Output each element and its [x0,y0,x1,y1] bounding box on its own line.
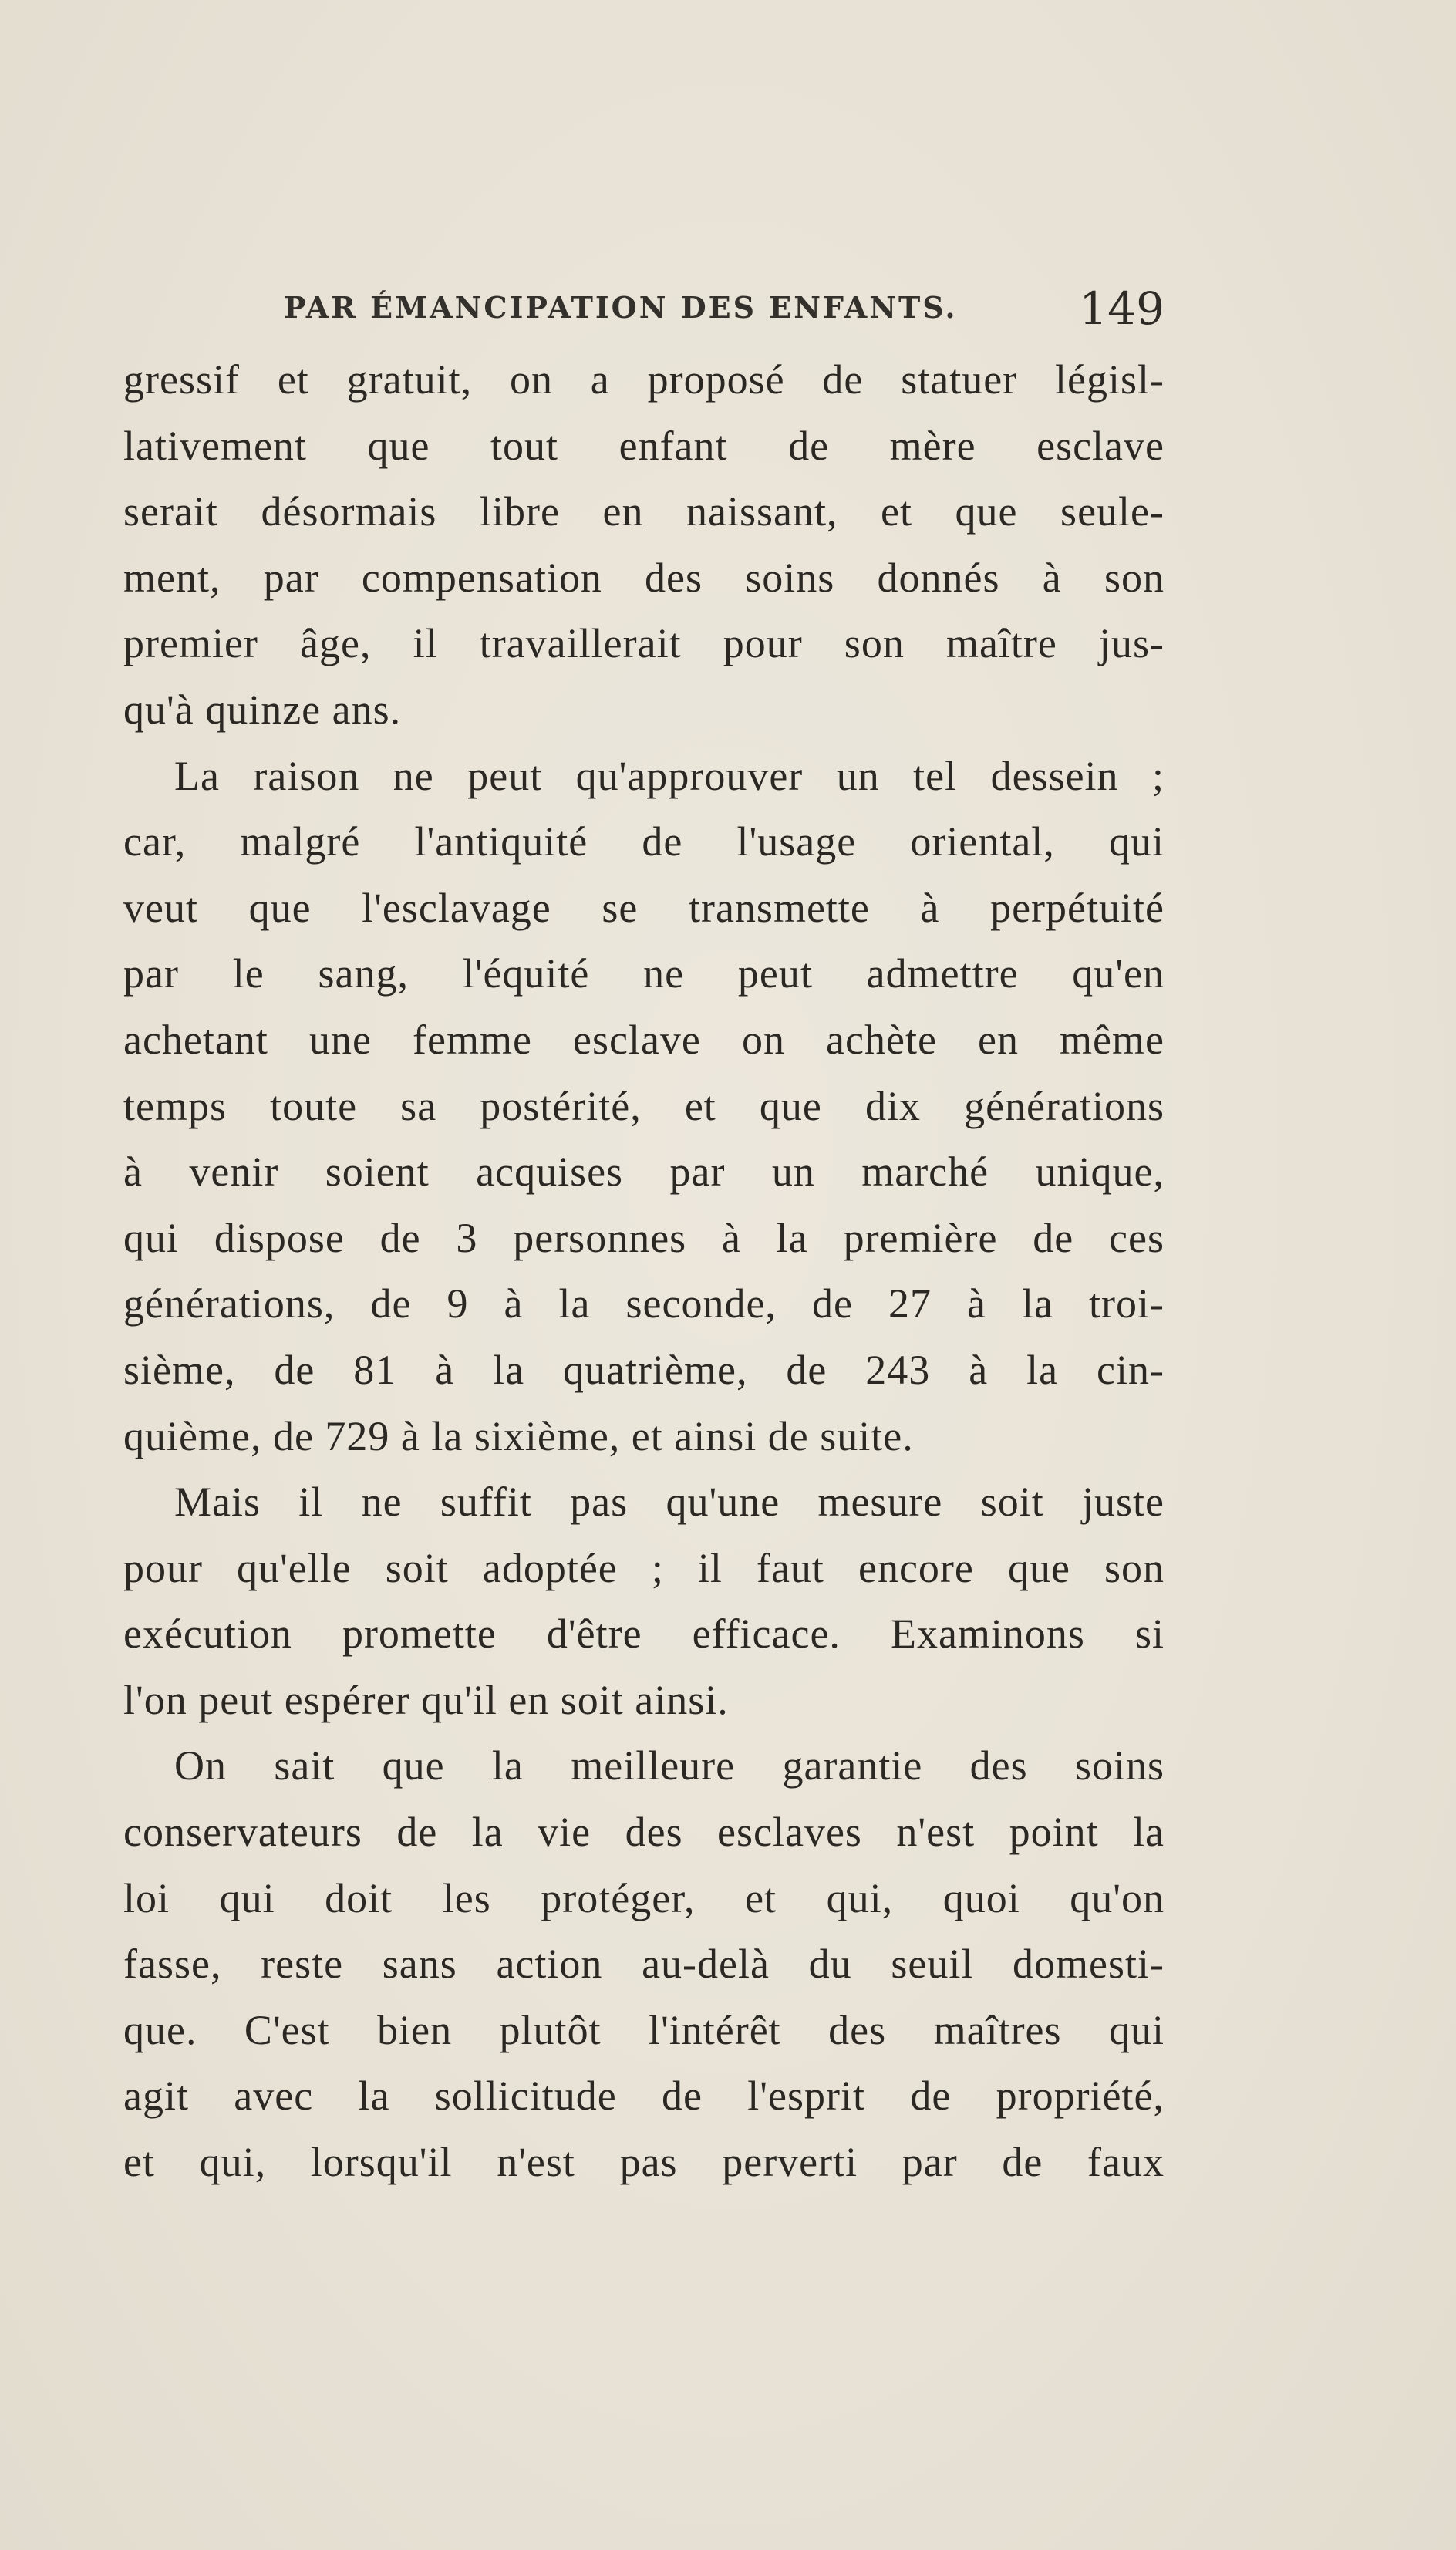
text-line: lativement que tout enfant de mère esclave [123,422,1164,469]
text-line: veut que l'esclavage se transmette à perpétuité [123,884,1164,931]
text-line: qu'à quinze ans. [123,686,402,733]
text-line: conservateurs de la vie des esclaves n'est point la [123,1809,1164,1856]
text-line: La raison ne peut qu'approuver un tel dessein ; [174,752,1164,799]
text-line: pour qu'elle soit adoptée ; il faut encore que son [123,1544,1164,1591]
text-line: que. C'est bien plutôt l'intérêt des maîtres qui [123,2006,1164,2053]
running-head [123,284,1164,338]
text-line: générations, de 9 à la seconde, de 27 à la troi- [123,1280,1164,1327]
running-title: PAR ÉMANCIPATION DES ENFANTS. [284,290,958,325]
text-line: qui dispose de 3 personnes à la première de ces [123,1214,1164,1261]
body-text [123,347,1164,2196]
text-line: sième, de 81 à la quatrième, de 243 à la cin- [123,1346,1164,1393]
text-line: quième, de 729 à la sixième, et ainsi de suite. [123,1412,914,1459]
text-line: achetant une femme esclave on achète en même [123,1016,1164,1063]
text-line: Mais il ne suffit pas qu'une mesure soit juste [174,1479,1164,1526]
text-line: temps toute sa postérité, et que dix générations [123,1082,1164,1129]
page-number: 149 [1079,282,1164,335]
text-line: l'on peut espérer qu'il en soit ainsi. [123,1676,729,1723]
text-line: ment, par compensation des soins donnés à son [123,554,1164,601]
text-line: fasse, reste sans action au-delà du seuil domesti- [123,1941,1164,1988]
text-line: exécution promette d'être efficace. Examinons si [123,1611,1164,1658]
text-line: On sait que la meilleure garantie des soins [174,1742,1164,1789]
text-line: à venir soient acquises par un marché unique, [123,1149,1164,1196]
text-line: loi qui doit les protéger, et qui, quoi qu'on [123,1874,1164,1921]
text-line: premier âge, il travaillerait pour son maître jus- [123,620,1164,667]
text-line: serait désormais libre en naissant, et que seule- [123,488,1164,535]
text-line: gressif et gratuit, on a proposé de statuer législ- [123,356,1164,403]
text-line: agit avec la sollicitude de l'esprit de propriété, [123,2073,1164,2120]
text-line: par le sang, l'équité ne peut admettre qu'en [123,950,1164,997]
text-line: et qui, lorsqu'il n'est pas perverti par de faux [123,2139,1164,2186]
text-line: car, malgré l'antiquité de l'usage oriental, qui [123,818,1164,865]
